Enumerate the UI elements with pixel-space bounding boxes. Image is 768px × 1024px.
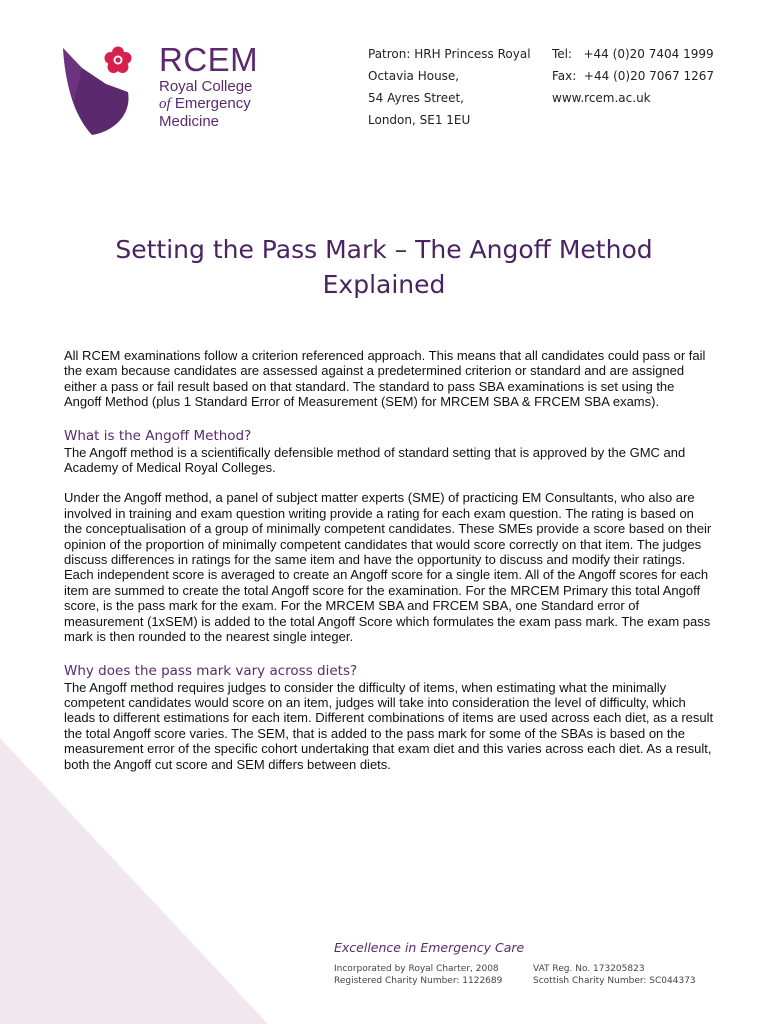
address-line-3: London, SE1 1EU xyxy=(368,113,471,127)
royal-charter: Incorporated by Royal Charter, 2008 xyxy=(334,964,499,974)
contact-details xyxy=(552,43,714,109)
fax: Fax: +44 (0)20 7067 1267 xyxy=(552,69,715,83)
logo-acronym: RCEM xyxy=(159,41,259,78)
patron-line: Patron: HRH Princess Royal xyxy=(368,47,531,61)
vat-number: VAT Reg. No. 173205823 xyxy=(533,964,645,974)
logo-line-emergency xyxy=(159,95,258,113)
footer-tax xyxy=(533,963,696,987)
section2-paragraph-1: The Angoff method requires judges to consider the difficulty of items, when estimating what the minimally competent candidates would score on an item, judges will take into consideration the level of difficulty, which leads to different estimations for each item. Different combinations of items are used across each diet, as a result the total Angoff score varies. The SEM, that is added to the pass mark for some of the SBAs is based on the measurement error of the specific cohort undertaking that exam diet and this varies across each diet. As a result, both the Angoff cut score and SEM differs between diets. xyxy=(64,679,714,772)
charity-number: Registered Charity Number: 1122689 xyxy=(334,976,503,986)
section1-paragraph-2: Under the Angoff method, a panel of subject matter experts (SME) of practicing EM Consultants, who also are involved in training and exam question writing provide a rating for each exam question. The rating is based on the conceptualisation of a group of minimally competent candidates. These SMEs provide a score based on their opinion of the proportion of minimally competent candidates that would score correctly on that item. The judges discuss differences in ratings for the same item and have the opportunity to discuss and modify their ratings. Each independent score is averaged to create an Angoff score for a single item. All of the Angoff scores for each item are summed to create the total Angoff score for the examination. For the MRCEM Primary this total Angoff score, is the pass mark for the exam. For the MRCEM SBA and FRCEM SBA, one Standard error of measurement (1xSEM) is added to the total Angoff Score which formulates the exam pass mark. The exam pass mark is then rounded to the nearest single integer. xyxy=(64,490,712,645)
logo-of: of xyxy=(159,96,171,112)
address-line-2: 54 Ayres Street, xyxy=(368,91,464,105)
logo-line-royal-college: Royal College xyxy=(159,78,253,95)
address-block xyxy=(368,43,531,131)
rose-icon xyxy=(104,46,132,74)
section-heading-angoff-method: What is the Angoff Method? xyxy=(64,427,252,444)
intro-paragraph: All RCEM examinations follow a criterion referenced approach. This means that all candidates could pass or fail the exam because candidates are assessed against a predetermined criterion or standard and are assigned either a pass or fail result based on that standard. The standard to pass SBA examinations is set using the Angoff Method (plus 1 Standard Error of Measurement (SEM) for MRCEM SBA & FRCEM SBA exams). xyxy=(64,348,706,410)
scottish-charity-number: Scottish Charity Number: SC044373 xyxy=(533,976,696,986)
website-link[interactable]: www.rcem.ac.uk xyxy=(552,91,651,105)
title-line-2: Explained xyxy=(322,270,446,299)
footer-tagline: Excellence in Emergency Care xyxy=(334,940,525,955)
document-title xyxy=(40,232,728,302)
section1-paragraph-1: The Angoff method is a scientifically defensible method of standard setting that is approved by the GMC and Academy of Medical Royal Colleges. xyxy=(64,444,686,476)
address-line-1: Octavia House, xyxy=(368,69,460,83)
footer-registration xyxy=(334,963,502,987)
logo-line-medicine: Medicine xyxy=(159,113,220,130)
logo-wordmark xyxy=(159,42,258,130)
title-line-1: Setting the Pass Mark – The Angoff Method xyxy=(115,235,653,264)
document-body xyxy=(64,348,714,772)
section-heading-pass-mark-variance: Why does the pass mark vary across diets? xyxy=(64,662,358,679)
telephone: Tel: +44 (0)20 7404 1999 xyxy=(552,47,714,61)
logo-emergency: Emergency xyxy=(170,95,251,112)
